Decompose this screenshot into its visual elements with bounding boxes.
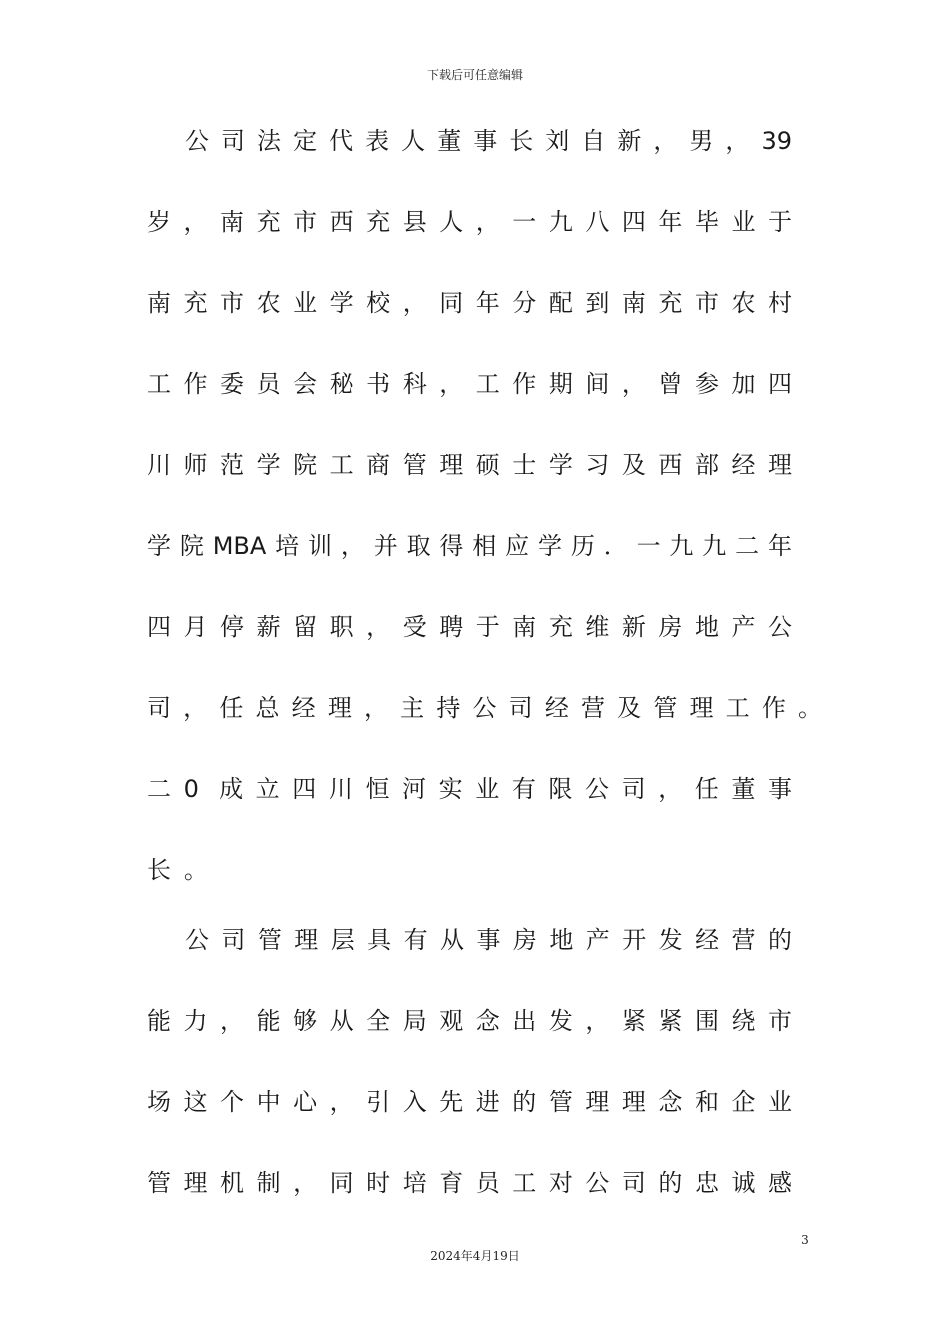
text-line: 川师范学院工商管理硕士学习及西部经理 [147,451,792,479]
text-line: 公司管理层具有从事房地产开发经营的 [185,926,792,954]
text-line: 二0 成立四川恒河实业有限公司，任董事 [147,775,792,803]
text-line: 场这个中心，引入先进的管理理念和企业 [147,1088,792,1116]
page-number: 3 [801,1233,809,1247]
text-line: 公司法定代表人董事长刘自新，男，39 [185,127,792,155]
text-line: 学院MBA培训，并取得相应学历．一九九二年 [147,532,792,560]
footer-date: 2024年4月19日 [430,1249,520,1263]
text-line: 长。 [147,856,221,884]
text-line: 南充市农业学校，同年分配到南充市农村 [147,289,792,317]
text-line: 管理机制，同时培育员工对公司的忠诚感 [147,1169,792,1197]
text-line: 四月停薪留职，受聘于南充维新房地产公 [147,613,792,641]
text-line: 司，任总经理，主持公司经营及管理工作。 [147,694,822,722]
text-line: 岁，南充市西充县人，一九八四年毕业于 [147,208,792,236]
text-line: 能力，能够从全局观念出发，紧紧围绕市 [147,1007,792,1035]
header-note: 下载后可任意编辑 [426,68,523,82]
text-line: 工作委员会秘书科，工作期间，曾参加四 [147,370,792,398]
